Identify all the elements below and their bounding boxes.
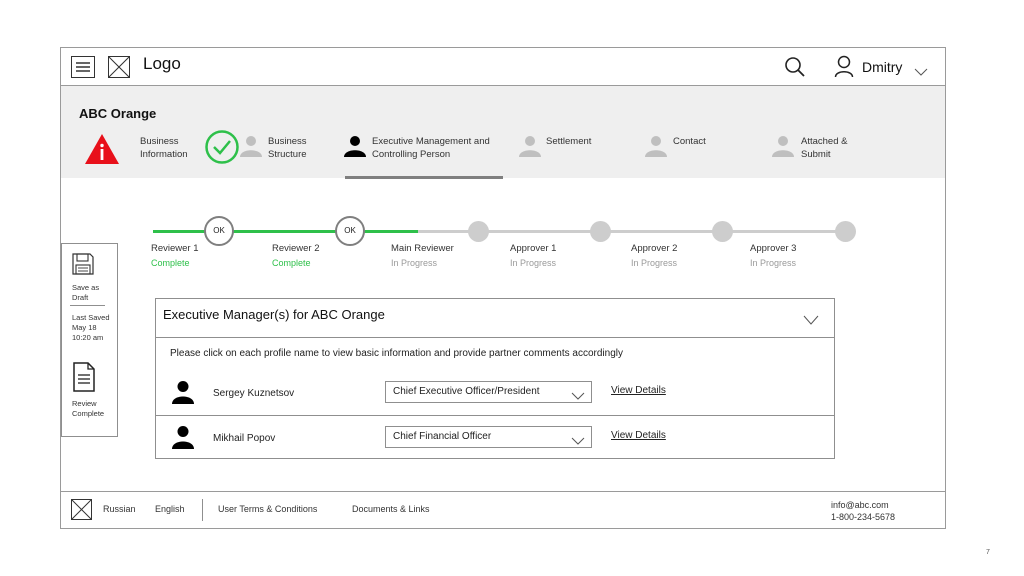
logo-placeholder-icon <box>108 56 130 78</box>
document-icon[interactable] <box>72 362 96 392</box>
chevron-down-icon[interactable] <box>571 388 585 398</box>
reviewer-1: Reviewer 1 Complete <box>151 243 199 268</box>
save-draft-button[interactable]: Save as Draft <box>72 283 100 302</box>
logo-label: Logo <box>143 54 181 73</box>
search-icon[interactable] <box>784 56 806 78</box>
step-band <box>61 86 945 178</box>
approver-3: Approver 3 In Progress <box>750 243 797 268</box>
documents-link[interactable]: Documents & Links <box>352 504 430 514</box>
top-header <box>61 48 945 86</box>
approver-node <box>835 221 856 242</box>
user-icon[interactable] <box>834 55 854 79</box>
page-number: 7 <box>986 549 990 556</box>
role-select[interactable]: Chief Executive Officer/President <box>385 381 592 403</box>
warning-icon <box>84 133 120 165</box>
username[interactable]: Dmitry <box>862 59 903 75</box>
contact-email[interactable]: info@abc.com <box>831 500 889 510</box>
person-icon <box>240 135 262 157</box>
check-circle-icon <box>205 130 239 164</box>
chevron-down-icon[interactable] <box>914 64 928 74</box>
language-english[interactable]: English <box>155 504 185 514</box>
person-icon <box>519 135 541 157</box>
footer-separator <box>202 499 203 521</box>
language-russian[interactable]: Russian <box>103 504 136 514</box>
step-executive-management[interactable]: Executive Management and Controlling Person <box>372 136 490 160</box>
terms-link[interactable]: User Terms & Conditions <box>218 504 318 514</box>
panel-divider <box>156 337 834 338</box>
person-icon <box>344 135 366 157</box>
step-business-structure[interactable]: Business Structure <box>268 136 307 160</box>
person-icon <box>772 135 794 157</box>
person-name-link[interactable]: Mikhail Popov <box>213 433 276 444</box>
approver-node <box>590 221 611 242</box>
view-details-link[interactable]: View Details <box>611 385 666 396</box>
save-icon[interactable] <box>71 252 95 276</box>
person-name-link[interactable]: Sergey Kuznetsov <box>213 388 295 399</box>
reviewer-2: Reviewer 2 Complete <box>272 243 320 268</box>
company-name: ABC Orange <box>79 106 157 121</box>
panel-instructions: Please click on each profile name to view basic information and provide partner comments accordingly <box>170 348 624 359</box>
logo-placeholder-icon <box>71 499 92 520</box>
panel-title: Executive Manager(s) for ABC Orange <box>163 307 385 322</box>
reviewer-1-node: OK <box>204 216 234 246</box>
side-divider <box>70 305 105 306</box>
role-select[interactable]: Chief Financial Officer <box>385 426 592 448</box>
active-step-underline <box>345 176 503 179</box>
person-icon <box>172 380 194 404</box>
collapse-chevron-icon[interactable] <box>803 313 819 325</box>
contact-phone: 1-800-234-5678 <box>831 512 896 522</box>
approver-1: Approver 1 In Progress <box>510 243 557 268</box>
view-details-link[interactable]: View Details <box>611 430 666 441</box>
step-attached-submit[interactable]: Attached & Submit <box>801 136 848 160</box>
step-business-information[interactable]: Business Information <box>140 136 188 160</box>
person-icon <box>645 135 667 157</box>
footer-divider <box>61 491 945 492</box>
review-complete-button[interactable]: Review Complete <box>72 399 105 418</box>
reviewer-2-node: OK <box>335 216 365 246</box>
progress-track-complete <box>153 230 418 233</box>
chevron-down-icon[interactable] <box>571 433 585 443</box>
approver-node <box>468 221 489 242</box>
person-icon <box>172 425 194 449</box>
main-reviewer: Main Reviewer In Progress <box>391 243 454 268</box>
step-settlement[interactable]: Settlement <box>546 136 592 147</box>
last-saved-info: Last Saved May 18 10:20 am <box>72 313 110 342</box>
approver-2: Approver 2 In Progress <box>631 243 678 268</box>
approver-node <box>712 221 733 242</box>
row-divider <box>156 415 834 416</box>
hamburger-icon[interactable] <box>71 56 95 78</box>
contact-info <box>831 499 895 523</box>
step-contact[interactable]: Contact <box>673 136 706 147</box>
